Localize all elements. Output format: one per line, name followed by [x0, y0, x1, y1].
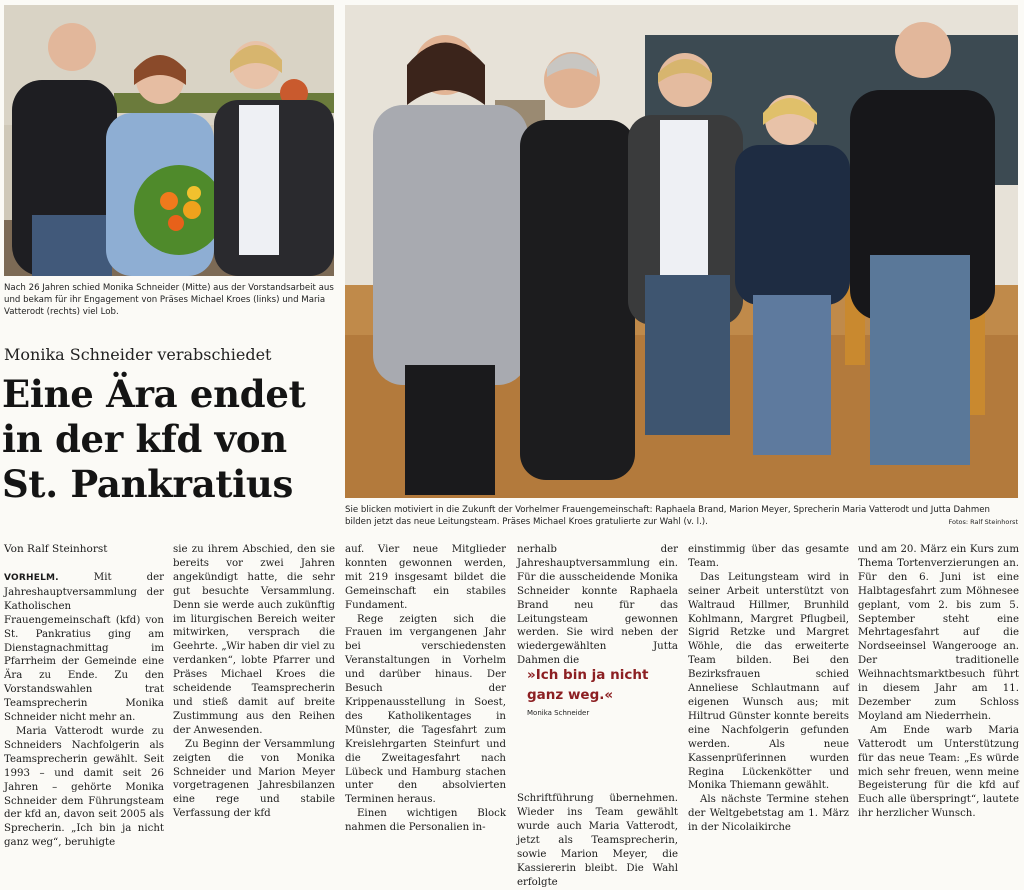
article-headline: Eine Ära endet in der kfd von St. Pankratius — [2, 372, 306, 506]
dateline: VORHELM. — [4, 573, 59, 583]
paragraph-text: Mit der Jahreshauptversammlung der Katholischen Frauengemeinschaft (kfd) von St. Pankratius ging am Dienstagnachmittag im Pfarrheim der Gemeinde eine Ära zu Ende. Zu den Vorstandswahlen trat Teamsprecherin Monika Schneider nicht mehr an. — [4, 572, 164, 724]
article-column-5 — [688, 543, 849, 835]
pull-quote-text: »Ich bin ja nicht ganz weg.« — [527, 667, 649, 703]
article-paragraph: Das Leitungsteam wird in seiner Arbeit unterstützt von Waltraud Hillmer, Brunhild Kohlmann, Margret Pflugbeil, Sigrid Retzke und Margret Wöhle, die das erweiterte Team bilden. Bei den Bezirksfrauen schied Anneliese Schlautmann auf eigenen Wunsch aus; mit Hiltrud Günster konnte bereits eine Nachfolgerin gefunden werden. Als neue Kassenprüferinnen wurden Regina Lückenkötter und Monika Thiemann gewählt. — [688, 571, 849, 792]
article-paragraph: einstimmig über das gesamte Team. — [688, 544, 849, 569]
article-paragraph: Als nächste Termine stehen der Weltgebetstag am 1. März in der Nicolaikirche — [688, 794, 849, 834]
article-author: Von Ralf Steinhorst — [4, 543, 108, 555]
article-paragraph — [4, 571, 164, 725]
article-column-2 — [173, 543, 335, 821]
article-column-1 — [4, 571, 164, 850]
article-paragraph: Zu Beginn der Versammlung zeigten die von Monika Schneider und Marion Meyer vorgetragenen Jahresbilanzen eine rege und stabile Verfassung der kfd — [173, 738, 335, 820]
article-paragraph: Einen wichtigen Block nahmen die Personalien in- — [345, 808, 506, 834]
article-kicker: Monika Schneider verabschiedet — [4, 345, 272, 364]
article-paragraph: Maria Vatterodt wurde zu Schneiders Nachfolgerin als Teamsprecherin gewählt. Seit 1993 – und damit seit 26 Jahren – gehörte Monika Schneider dem Führungsteam der kfd an, davon seit 2005 als Sprecherin. „Ich bin ja nicht ganz weg“, beruhigte — [4, 725, 164, 849]
article-paragraph: nerhalb der Jahreshauptversammlung ein. Für die ausscheidende Monika Schneider konnte Raphaela Brand neu für das Leitungsteam gewonnen werden. Sie wird neben der wiedergewählten Jutta Dahmen die — [517, 544, 678, 667]
article-paragraph: sie zu ihrem Abschied, den sie bereits vor zwei Jahren angekündigt hatte, die sehr gut besuchte Versammlung. Denn sie werde auch zukünftig im liturgischen Bereich weiter mitwirken, versprach die Geehrte. „Wir haben dir viel zu verdanken“, lobte Pfarrer und Präses Michael Kroes die scheidende Teamsprecherin und stieß damit auf breite Zustimmung aus den Reihen der Anwesenden. — [173, 544, 335, 736]
pull-quote — [527, 665, 677, 717]
photo-farewell — [4, 5, 334, 276]
photo-credit: Fotos: Ralf Steinhorst — [948, 518, 1018, 526]
photo-team — [345, 5, 1018, 498]
article-paragraph: Schriftführung übernehmen. Wieder ins Team gewählt wurde auch Maria Vatterodt, jetzt als Teamsprecherin, sowie Marion Meyer, die Kassiererin bleibt. Die Wahl erfolgte — [517, 793, 678, 888]
article-paragraph: und am 20. März ein Kurs zum Thema Tortenverzierungen an. Für den 6. Juni ist eine Halbtagesfahrt zum Möhnesee geplant, vom 2. bis zum 5. September steht eine Mehrtagesfahrt auf die Nordseeinsel Wangerooge an. Der traditionelle Weihnachtsmarktbesuch führt in diesem Jahr am 11. Dezember zum Schloss Moyland am Niederrhein. — [858, 544, 1019, 722]
article-paragraph: auf. Vier neue Mitglieder konnten gewonnen werden, mit 219 insgesamt bildet die Gemeinschaft ein stabiles Fundament. — [345, 544, 506, 611]
article-column-3 — [345, 543, 506, 835]
article-column-6 — [858, 543, 1019, 821]
pull-quote-author: Monika Schneider — [527, 709, 590, 717]
caption-large-photo: Sie blicken motiviert in die Zukunft der Vorhelmer Frauengemeinschaft: Raphaela Brand, Marion Meyer, Sprecherin Maria Vatterodt und Jutta Dahmen bilden jetzt das neue Leitungsteam. Präses Michael Kroes gratulierte zur Wahl (v. l.). — [345, 505, 990, 527]
article-paragraph: Am Ende warb Maria Vatterodt um Unterstützung für das neue Team: „Es würde mich sehr freuen, wenn meine Begeisterung für die kfd auf Euch alle überspringt“, lautete ihr herzlicher Wunsch. — [858, 724, 1019, 820]
article-paragraph: Rege zeigten sich die Frauen im vergangenen Jahr bei verschiedensten Veranstaltungen in Vorhelm und darüber hinaus. Der Besuch der Krippenausstellung in Soest, des Katholikentages in Münster, die Tagesfahrt zum Kreislehrgarten Steinfurt und die Zweitagesfahrt nach Lübeck und Hamburg stachen unter den absolvierten Terminen heraus. — [345, 613, 506, 806]
caption-small-photo: Nach 26 Jahren schied Monika Schneider (Mitte) aus der Vorstandsarbeit aus und bekam für ihr Engagement von Präses Michael Kroes (links) und Maria Vatterodt (rechts) viel Lob. — [4, 283, 334, 317]
